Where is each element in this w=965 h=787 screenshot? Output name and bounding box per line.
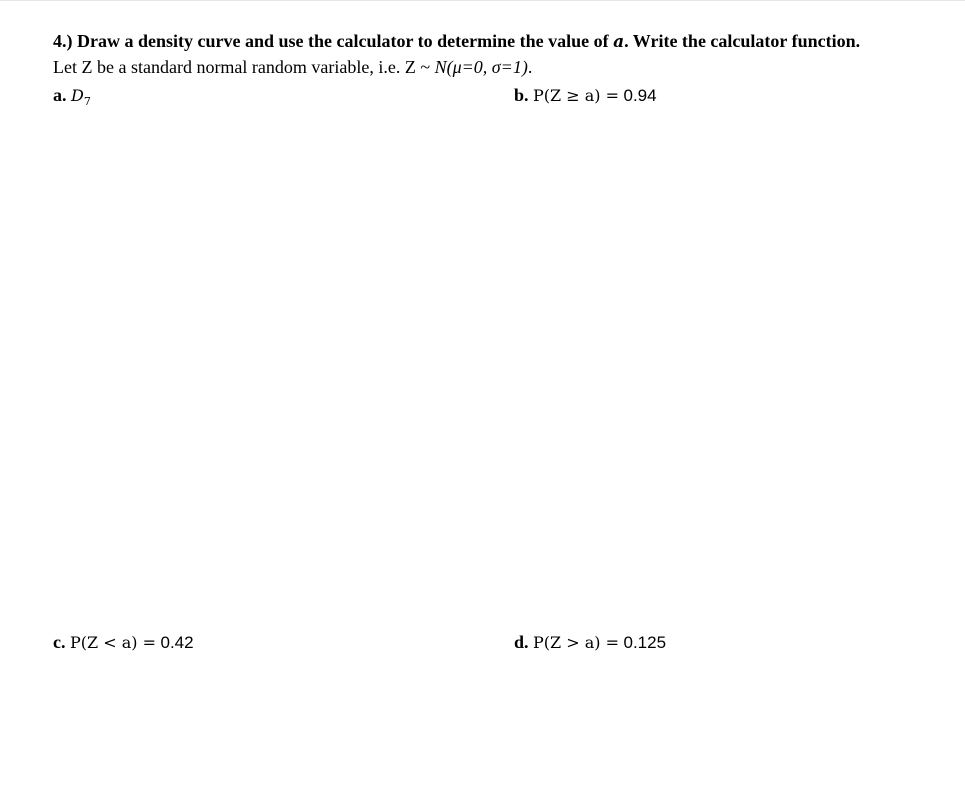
part-d <box>514 633 666 651</box>
part-c-value: 0.42 <box>160 633 194 652</box>
part-d-value: 0.125 <box>623 633 667 652</box>
question-intro <box>53 58 532 76</box>
part-b <box>514 86 657 104</box>
question-heading <box>53 32 860 51</box>
part-a <box>53 86 91 107</box>
heading-prefix: 4.) Draw a density curve and use the calculator to determine the value of <box>53 31 609 51</box>
part-d-expression: P(Z > a) = <box>533 633 619 652</box>
part-b-expression: P(Z ≥ a) = <box>533 86 619 105</box>
page-top-border <box>0 0 965 1</box>
part-c <box>53 633 194 651</box>
part-d-label: d. <box>514 632 529 652</box>
part-a-expression <box>71 86 91 108</box>
heading-suffix: . Write the calculator function. <box>624 31 861 51</box>
part-c-label: c. <box>53 632 66 652</box>
intro-text: Let Z be a standard normal random variable, i.e. Z ~ <box>53 57 431 77</box>
part-a-symbol: D <box>71 86 84 105</box>
part-b-label: b. <box>514 85 529 105</box>
heading-variable: a <box>613 32 625 52</box>
intro-end: . <box>527 57 533 77</box>
part-c-expression: P(Z < a) = <box>70 633 156 652</box>
part-b-value: 0.94 <box>623 86 657 105</box>
intro-distribution: N(μ=0, σ=1) <box>434 57 528 77</box>
part-a-subscript: 7 <box>83 95 91 108</box>
part-a-label: a. <box>53 85 67 105</box>
